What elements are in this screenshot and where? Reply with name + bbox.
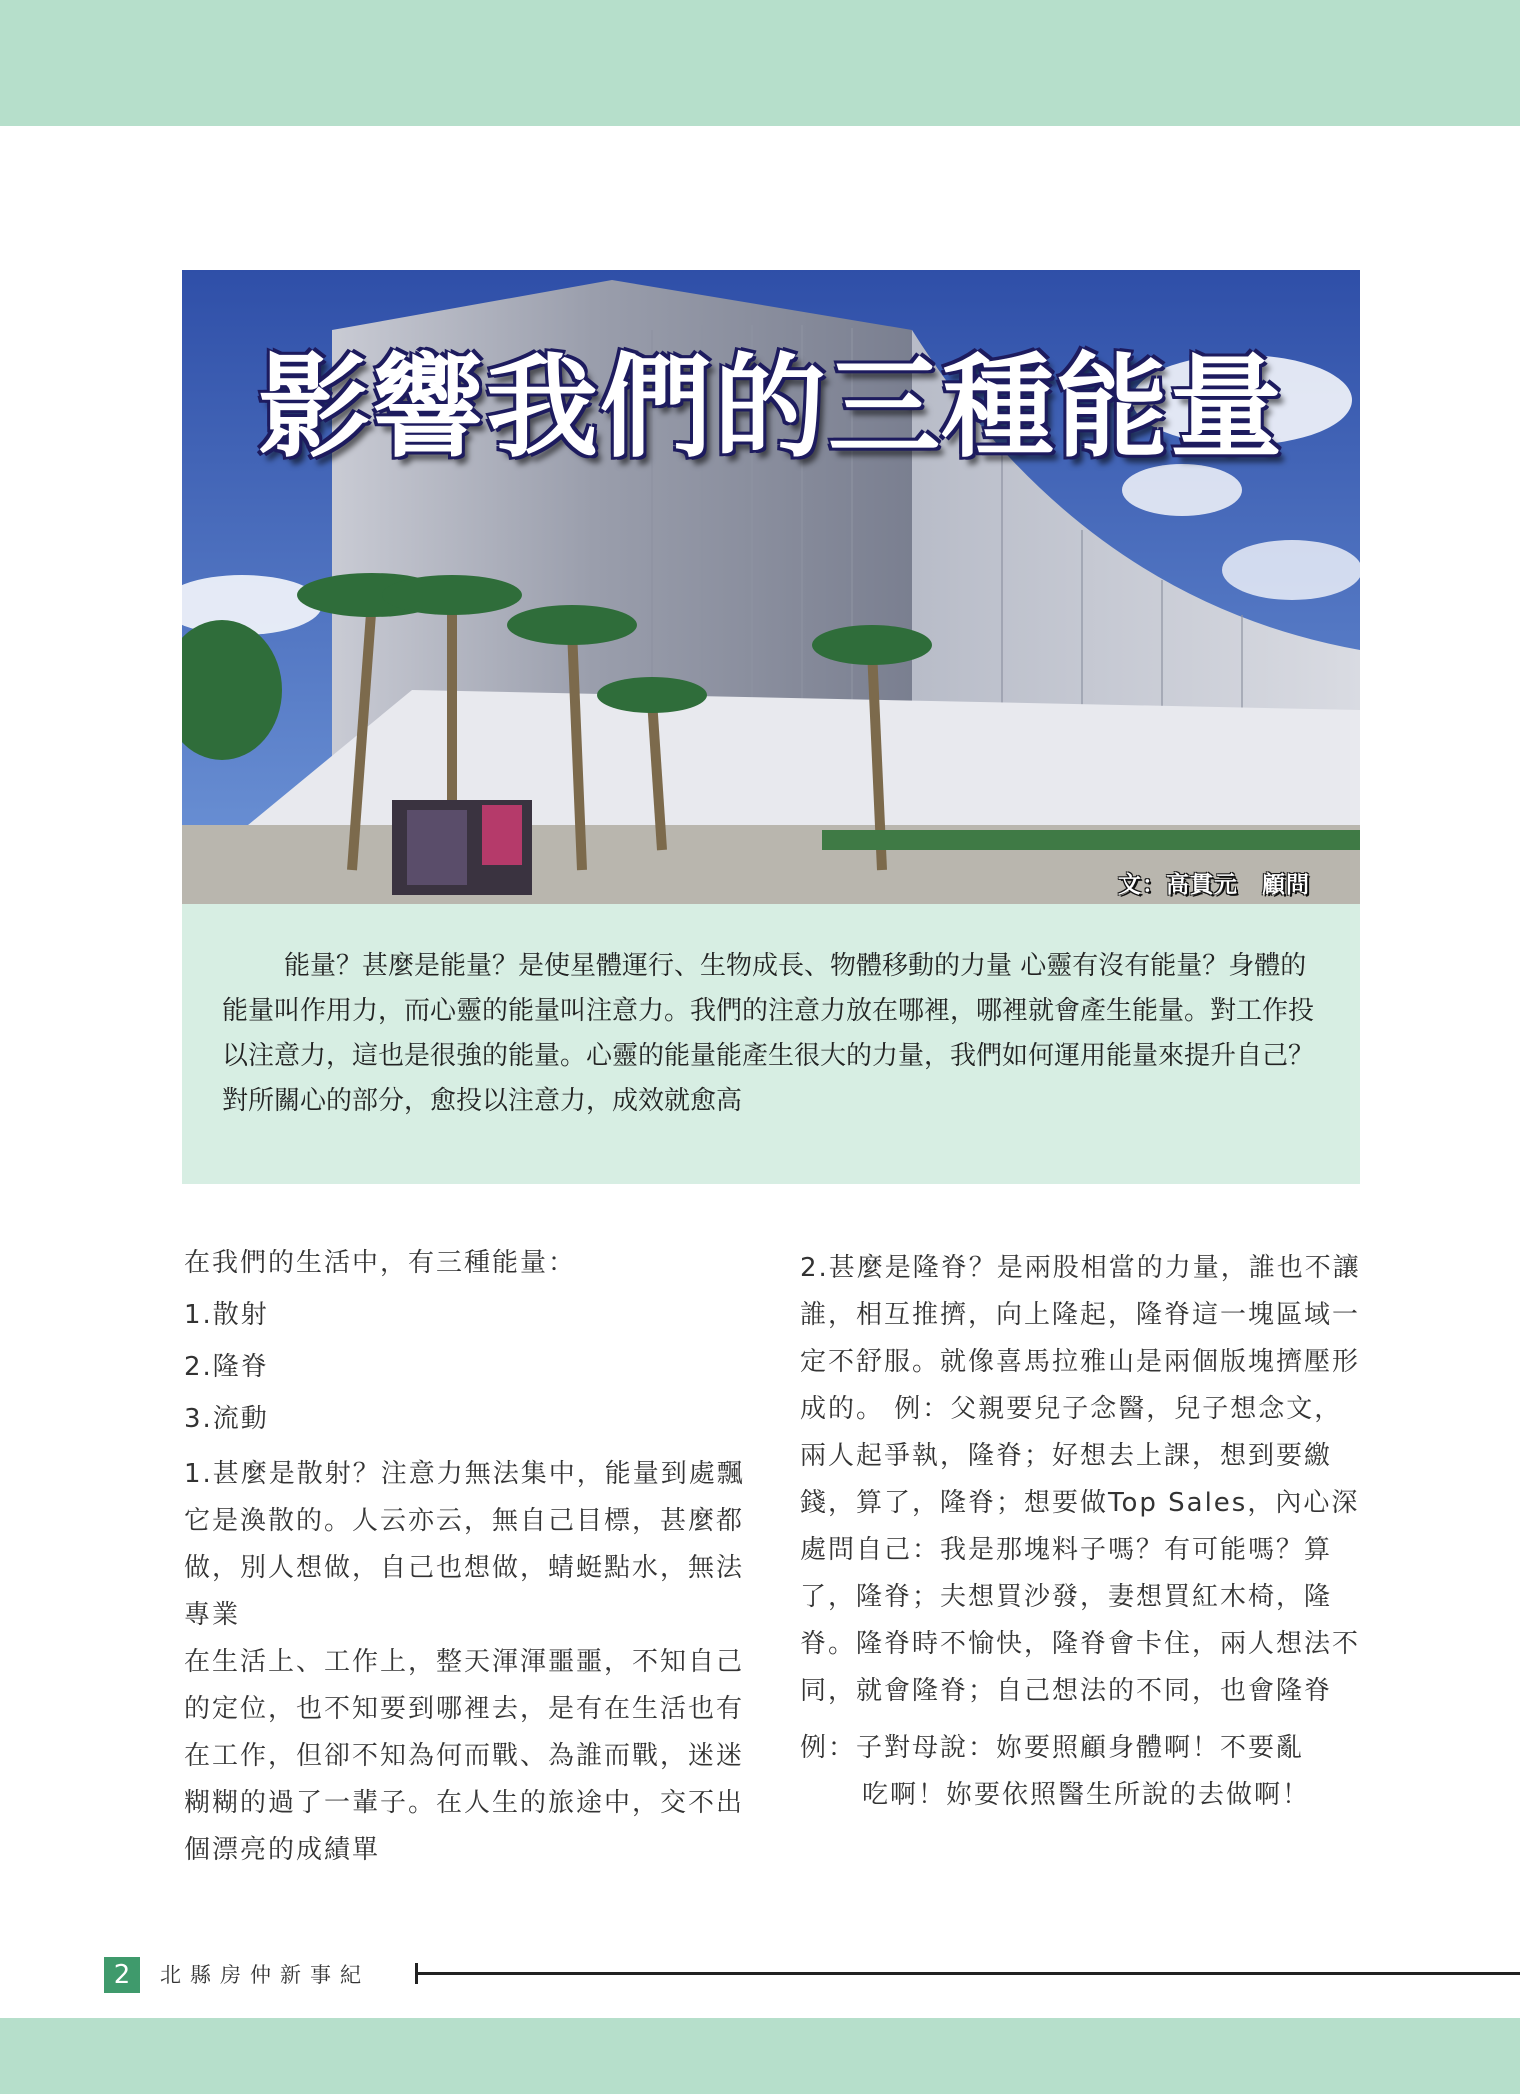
paragraph-ridge: 2.甚麼是隆脊？是兩股相當的力量，誰也不讓誰，相互推擠，向上隆起，隆脊這一塊區域一定不舒服。就像喜馬拉雅山是兩個版塊擠壓形成的。 例：父親要兒子念醫，兒子想念文，兩人起爭執，隆脊；好想去上課，想到要繳錢，算了，隆脊；想要做Top Sales，內心深處問自己：我是那塊料子嗎？有可能嗎？算了，隆脊；夫想買沙發，妻想買紅木椅，隆脊。隆脊時不愉快，隆脊會卡住，兩人想法不同，就會隆脊；自己想法的不同，也會隆脊 [800, 1253, 1361, 1706]
hero-image [182, 270, 1360, 904]
paragraph-scatter: 1.甚麼是散射？注意力無法集中，能量到處飄它是渙散的。人云亦云，無自己目標，甚麼都做，別人想做，自己也想做，蜻蜓點水，無法專業 [184, 1459, 745, 1630]
bottom-color-band [0, 2018, 1520, 2094]
example-block [800, 1725, 1370, 1819]
list-item: 2.隆脊 [184, 1352, 269, 1382]
paragraph-life: 在生活上、工作上，整天渾渾噩噩，不知自己的定位，也不知要到哪裡去，是有在生活也有在工作，但卻不知為何而戰、為誰而戰，迷迷糊糊的過了一輩子。在人生的旅途中，交不出個漂亮的成績單 [184, 1647, 745, 1865]
intro-box [182, 904, 1360, 1184]
top-color-band [0, 0, 1520, 126]
left-column [184, 1240, 759, 1874]
list-item: 3.流動 [184, 1404, 269, 1434]
example-line-1: 例：子對母說：妳要照顧身體啊！不要亂 [800, 1733, 1305, 1763]
right-column [800, 1245, 1370, 1819]
intro-paragraph: 能量？甚麼是能量？是使星體運行、生物成長、物體移動的力量 心靈有沒有能量？身體的能量叫作用力，而心靈的能量叫注意力。我們的注意力放在哪裡，哪裡就會產生能量。對工作投以注意力，這也是很強的能量。心靈的能量能產生很大的力量，我們如何運用能量來提升自己？對所關心的部分，愈投以注意力，成效就愈高 [222, 951, 1315, 1116]
footer-rule [418, 1972, 1520, 1975]
author-credit: 文：高貫元 顧問 [1118, 872, 1310, 898]
example-line-2: 吃啊！妳要依照醫生所說的去做啊！ [862, 1780, 1311, 1810]
article-title: 影響我們的三種能量 [258, 342, 1284, 473]
publication-name: 北縣房仲新事紀 [160, 1963, 370, 1987]
page-number: 2 [104, 1957, 140, 1993]
list-item: 1.散射 [184, 1300, 269, 1330]
lead-sentence: 在我們的生活中，有三種能量： [184, 1248, 577, 1278]
